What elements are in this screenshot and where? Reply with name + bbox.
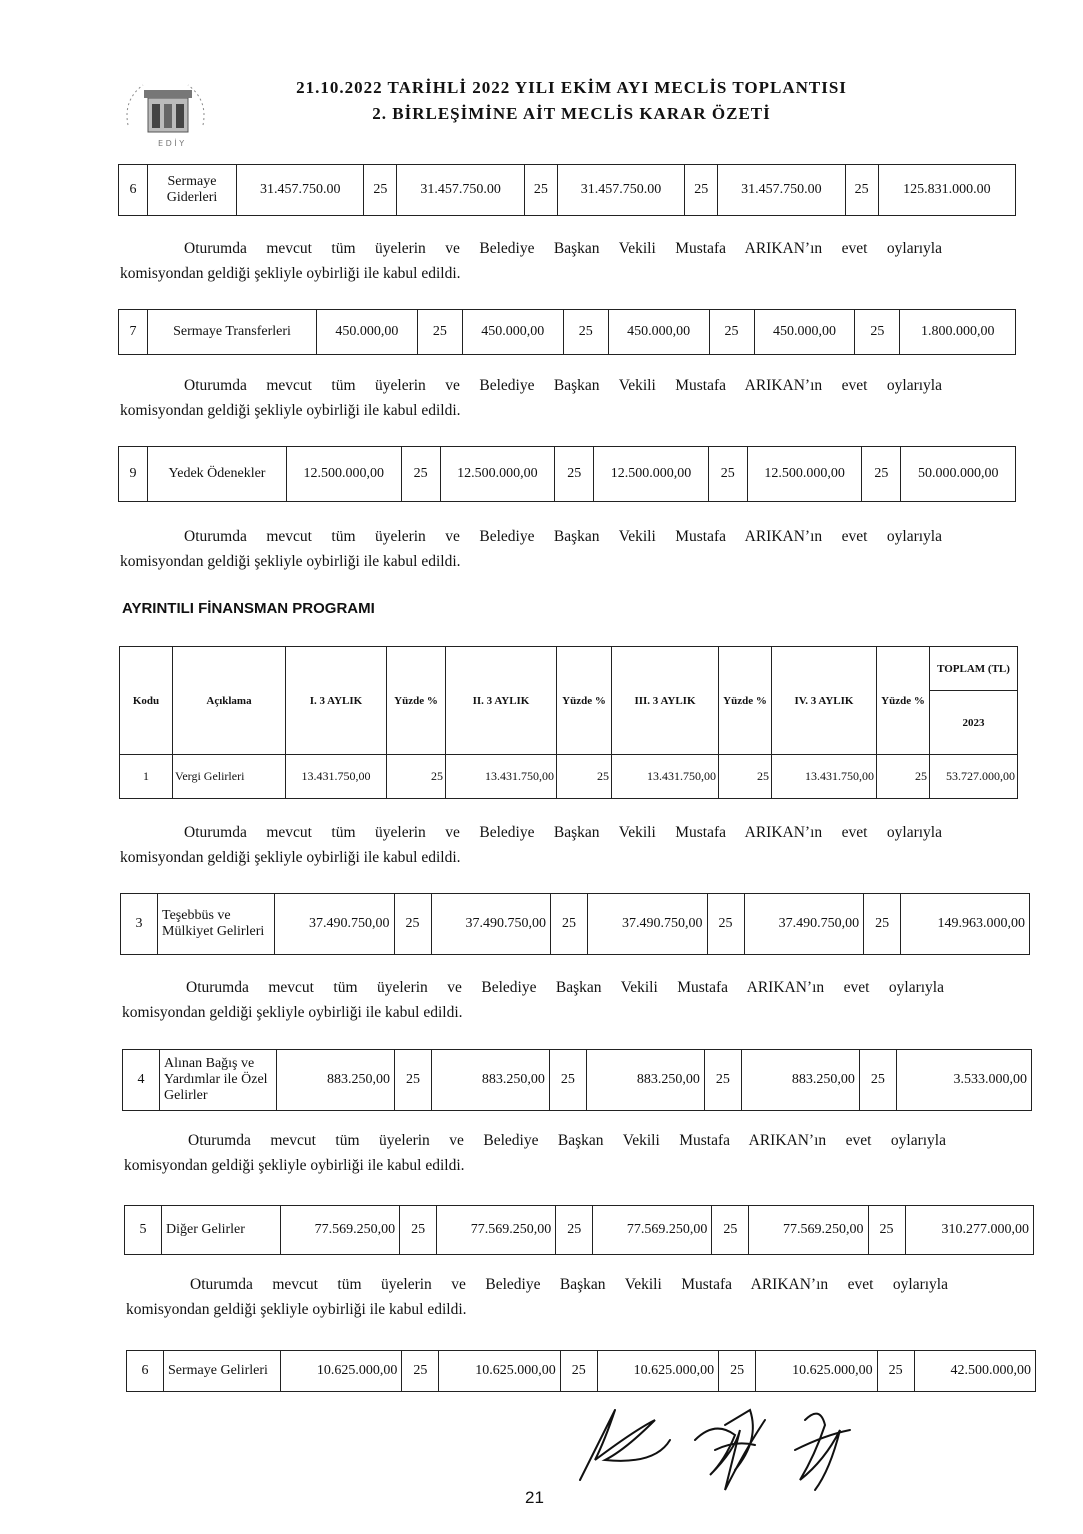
signature-icon bbox=[575, 1380, 875, 1510]
row-q3: 13.431.750,00 bbox=[612, 755, 719, 799]
decision-line-2: komisyondan geldiği şekliyle oybirliği ile kabul edildi. bbox=[120, 402, 461, 419]
col-header-toplam: TOPLAM (TL) bbox=[930, 647, 1018, 691]
page-number: 21 bbox=[525, 1488, 544, 1507]
decision-line-2: komisyondan geldiği şekliyle oybirliği ile kabul edildi. bbox=[126, 1301, 467, 1318]
decision-line-1: Oturumda mevcut tüm üyelerin ve Belediye Başkan Vekili Mustafa ARIKAN’ın evet oylarıyla bbox=[184, 824, 942, 841]
row-desc: Vergi Gelirleri bbox=[173, 755, 286, 799]
row-p1: 25 bbox=[387, 755, 446, 799]
decision-line-2: komisyondan geldiği şekliyle oybirliği ile kabul edildi. bbox=[120, 265, 461, 282]
decision-line-1: Oturumda mevcut tüm üyelerin ve Belediye Başkan Vekili Mustafa ARIKAN’ın evet oylarıyla bbox=[186, 979, 944, 996]
row-p2: 25 bbox=[556, 1206, 593, 1255]
row-p2: 25 bbox=[549, 1050, 586, 1111]
decision-paragraph bbox=[120, 524, 942, 574]
row-q1: 883.250,00 bbox=[277, 1050, 395, 1111]
section-title: AYRINTILI FİNANSMAN PROGRAMI bbox=[122, 600, 375, 617]
row-q1: 450.000,00 bbox=[317, 310, 418, 355]
row-p2: 25 bbox=[563, 310, 608, 355]
header-title: 21.10.2022 TARİHLİ 2022 YILI EKİM AYI MECLİS TOPLANTISI bbox=[296, 78, 847, 97]
row-total: 50.000.000,00 bbox=[901, 447, 1016, 502]
row-total: 1.800.000,00 bbox=[900, 310, 1016, 355]
row-q3: 77.569.250,00 bbox=[593, 1206, 712, 1255]
row-q3: 31.457.750.00 bbox=[557, 165, 684, 216]
decision-line-2: komisyondan geldiği şekliyle oybirliği ile kabul edildi. bbox=[120, 849, 461, 866]
row-code: 1 bbox=[120, 755, 173, 799]
row-desc: Yedek Ödenekler bbox=[148, 447, 287, 502]
row-code: 9 bbox=[119, 447, 148, 502]
row-p1: 25 bbox=[417, 310, 462, 355]
row-desc: Alınan Bağış ve Yardımlar ile Özel Gelirler bbox=[160, 1050, 277, 1111]
decision-line-2: komisyondan geldiği şekliyle oybirliği ile kabul edildi. bbox=[124, 1157, 465, 1174]
row-p4: 25 bbox=[877, 1351, 914, 1392]
row-q3: 450.000,00 bbox=[608, 310, 709, 355]
expense-table-row bbox=[118, 446, 1016, 502]
decision-paragraph bbox=[120, 820, 942, 870]
row-q4: 77.569.250,00 bbox=[749, 1206, 868, 1255]
expense-table-row bbox=[118, 164, 1016, 216]
row-p3: 25 bbox=[709, 310, 754, 355]
row-q2: 450.000,00 bbox=[462, 310, 563, 355]
row-desc: Sermaye Giderleri bbox=[148, 165, 237, 216]
decision-line-1: Oturumda mevcut tüm üyelerin ve Belediye Başkan Vekili Mustafa ARIKAN’ın evet oylarıyla bbox=[184, 377, 942, 394]
row-code: 4 bbox=[123, 1050, 160, 1111]
row-p2: 25 bbox=[555, 447, 594, 502]
finance-program-table bbox=[119, 646, 1018, 799]
row-q3: 10.625.000,00 bbox=[597, 1351, 718, 1392]
row-q1: 31.457.750.00 bbox=[237, 165, 364, 216]
row-code: 3 bbox=[121, 894, 158, 955]
row-total: 3.533.000,00 bbox=[896, 1050, 1031, 1111]
table-row bbox=[120, 893, 1030, 955]
row-total: 125.831.000.00 bbox=[878, 165, 1015, 216]
row-q2: 77.569.250,00 bbox=[437, 1206, 556, 1255]
row-desc: Sermaye Gelirleri bbox=[164, 1351, 281, 1392]
row-p1: 25 bbox=[402, 1351, 439, 1392]
row-p1: 25 bbox=[394, 1050, 431, 1111]
row-p1: 25 bbox=[364, 165, 397, 216]
decision-line-1: Oturumda mevcut tüm üyelerin ve Belediye Başkan Vekili Mustafa ARIKAN’ın evet oylarıyla bbox=[190, 1276, 948, 1293]
decision-line-1: Oturumda mevcut tüm üyelerin ve Belediye Başkan Vekili Mustafa ARIKAN’ın evet oylarıyla bbox=[184, 240, 942, 257]
row-q1: 77.569.250,00 bbox=[281, 1206, 400, 1255]
decision-paragraph bbox=[126, 1272, 948, 1322]
row-p3: 25 bbox=[685, 165, 718, 216]
row-desc: Teşebbüs ve Mülkiyet Gelirleri bbox=[158, 894, 275, 955]
row-q3: 12.500.000,00 bbox=[594, 447, 709, 502]
row-q4: 12.500.000,00 bbox=[747, 447, 862, 502]
col-header-aciklama: Açıklama bbox=[173, 647, 286, 755]
row-q4: 10.625.000,00 bbox=[756, 1351, 877, 1392]
row-total: 149.963.000,00 bbox=[901, 894, 1030, 955]
row-p4: 25 bbox=[855, 310, 900, 355]
col-header-yuzde: Yüzde % bbox=[387, 647, 446, 755]
row-code: 7 bbox=[119, 310, 148, 355]
row-total: 310.277.000,00 bbox=[905, 1206, 1034, 1255]
row-q1: 37.490.750,00 bbox=[275, 894, 395, 955]
expense-table-row bbox=[118, 309, 1016, 355]
table-row bbox=[122, 1049, 1032, 1111]
col-header-yuzde: Yüzde % bbox=[877, 647, 930, 755]
row-q2: 883.250,00 bbox=[431, 1050, 549, 1111]
table-row bbox=[120, 755, 1018, 799]
row-p3: 25 bbox=[704, 1050, 741, 1111]
row-p4: 25 bbox=[877, 755, 930, 799]
row-q2: 37.490.750,00 bbox=[431, 894, 551, 955]
decision-line-1: Oturumda mevcut tüm üyelerin ve Belediye Başkan Vekili Mustafa ARIKAN’ın evet oylarıyla bbox=[188, 1132, 946, 1149]
row-p3: 25 bbox=[707, 894, 744, 955]
row-p4: 25 bbox=[862, 447, 901, 502]
decision-paragraph bbox=[120, 236, 942, 286]
row-code: 6 bbox=[119, 165, 148, 216]
col-header-yuzde: Yüzde % bbox=[557, 647, 612, 755]
row-p3: 25 bbox=[719, 755, 772, 799]
col-header-q3: III. 3 AYLIK bbox=[612, 647, 719, 755]
row-p3: 25 bbox=[712, 1206, 749, 1255]
row-q1: 12.500.000,00 bbox=[287, 447, 402, 502]
col-header-year: 2023 bbox=[930, 691, 1018, 755]
row-code: 6 bbox=[127, 1351, 164, 1392]
row-p4: 25 bbox=[864, 894, 901, 955]
row-q2: 31.457.750.00 bbox=[397, 165, 524, 216]
header-subtitle: 2. BİRLEŞİMİNE AİT MECLİS KARAR ÖZETİ bbox=[372, 104, 771, 123]
row-total: 53.727.000,00 bbox=[930, 755, 1018, 799]
row-q2: 10.625.000,00 bbox=[439, 1351, 560, 1392]
col-header-yuzde: Yüzde % bbox=[719, 647, 772, 755]
row-p2: 25 bbox=[557, 755, 612, 799]
decision-paragraph bbox=[122, 975, 944, 1025]
row-p3: 25 bbox=[719, 1351, 756, 1392]
row-q4: 31.457.750.00 bbox=[718, 165, 845, 216]
svg-text:E D İ Y: E D İ Y bbox=[158, 139, 185, 148]
row-q2: 13.431.750,00 bbox=[446, 755, 557, 799]
decision-paragraph bbox=[120, 373, 942, 423]
row-p1: 25 bbox=[400, 1206, 437, 1255]
row-p2: 25 bbox=[551, 894, 588, 955]
col-header-q2: II. 3 AYLIK bbox=[446, 647, 557, 755]
col-header-q4: IV. 3 AYLIK bbox=[772, 647, 877, 755]
col-header-q1: I. 3 AYLIK bbox=[286, 647, 387, 755]
table-row bbox=[124, 1205, 1034, 1255]
decision-paragraph bbox=[124, 1128, 946, 1178]
row-desc: Diğer Gelirler bbox=[162, 1206, 281, 1255]
row-p2: 25 bbox=[560, 1351, 597, 1392]
col-header-kodu: Kodu bbox=[120, 647, 173, 755]
row-p1: 25 bbox=[394, 894, 431, 955]
row-q4: 450.000,00 bbox=[754, 310, 855, 355]
row-q4: 883.250,00 bbox=[741, 1050, 859, 1111]
row-q2: 12.500.000,00 bbox=[440, 447, 555, 502]
row-code: 5 bbox=[125, 1206, 162, 1255]
row-desc: Sermaye Transferleri bbox=[148, 310, 317, 355]
row-q4: 13.431.750,00 bbox=[772, 755, 877, 799]
row-q1: 10.625.000,00 bbox=[281, 1351, 402, 1392]
row-q3: 37.490.750,00 bbox=[588, 894, 708, 955]
row-total: 42.500.000,00 bbox=[914, 1351, 1035, 1392]
decision-line-2: komisyondan geldiği şekliyle oybirliği ile kabul edildi. bbox=[122, 1004, 463, 1021]
row-p4: 25 bbox=[845, 165, 878, 216]
row-p4: 25 bbox=[859, 1050, 896, 1111]
row-p3: 25 bbox=[708, 447, 747, 502]
row-p1: 25 bbox=[401, 447, 440, 502]
row-q4: 37.490.750,00 bbox=[744, 894, 864, 955]
row-p2: 25 bbox=[524, 165, 557, 216]
row-p4: 25 bbox=[868, 1206, 905, 1255]
row-q3: 883.250,00 bbox=[586, 1050, 704, 1111]
decision-line-2: komisyondan geldiği şekliyle oybirliği ile kabul edildi. bbox=[120, 553, 461, 570]
row-q1: 13.431.750,00 bbox=[286, 755, 387, 799]
decision-line-1: Oturumda mevcut tüm üyelerin ve Belediye Başkan Vekili Mustafa ARIKAN’ın evet oylarıyla bbox=[184, 528, 942, 545]
